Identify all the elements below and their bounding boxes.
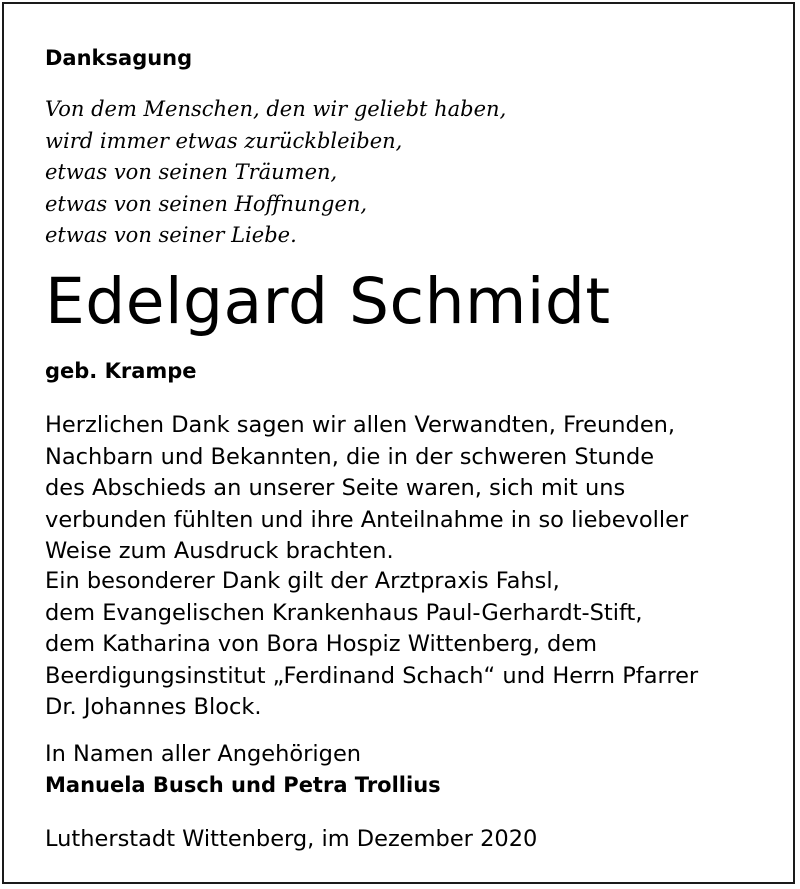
poem-line: etwas von seinen Hoffnungen,	[45, 191, 368, 216]
poem-line: Von dem Menschen, den wir geliebt haben,	[45, 97, 507, 121]
paragraph-line: Dr. Johannes Block.	[45, 694, 262, 720]
paragraph-line: Nachbarn und Bekannten, die in der schweren Stunde	[45, 443, 655, 470]
paragraph-line: Herzlichen Dank sagen wir allen Verwandten, Freunden,	[45, 412, 676, 438]
paragraph-line: dem Evangelischen Krankenhaus Paul-Gerhardt-Stift,	[45, 599, 643, 626]
notice-heading: Danksagung	[45, 46, 193, 70]
paragraph-line: Weise zum Ausdruck brachten.	[45, 538, 394, 564]
memorial-poem	[45, 94, 506, 252]
paragraph-line: dem Katharina von Bora Hospiz Wittenberg, dem	[45, 631, 598, 657]
signers: Manuela Busch und Petra Trollius	[45, 773, 441, 797]
deceased-name: Edelgard Schmidt	[45, 265, 611, 338]
paragraph-line: Beerdigungsinstitut „Ferdinand Schach“ und Herrn Pfarrer	[45, 662, 699, 689]
paragraph-line: Ein besonderer Dank gilt der Arztpraxis Fahsl,	[45, 568, 560, 594]
poem-line: wird immer etwas zurückbleiben,	[45, 128, 403, 153]
paragraph-line: des Abschieds an unserer Seite waren, sich mit uns	[45, 475, 626, 501]
thanks-paragraph	[45, 410, 688, 568]
paragraph-line: verbunden fühlten und ihre Anteilnahme in so liebevoller	[45, 506, 689, 533]
special-thanks-paragraph	[45, 566, 698, 724]
place-and-date: Lutherstadt Wittenberg, im Dezember 2020	[45, 826, 538, 852]
poem-line: etwas von seinen Träumen,	[45, 160, 338, 184]
closing-line: In Namen aller Angehörigen	[45, 741, 362, 767]
poem-line: etwas von seiner Liebe.	[45, 223, 297, 247]
maiden-name: geb. Krampe	[45, 359, 197, 383]
